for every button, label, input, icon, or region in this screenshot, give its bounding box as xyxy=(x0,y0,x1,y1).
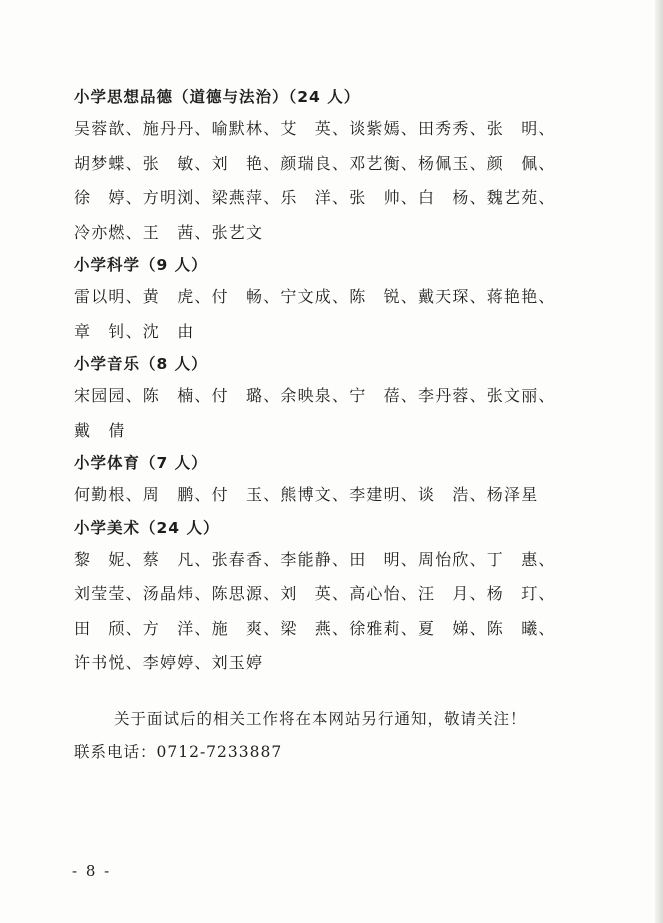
name-line: 刘莹莹、汤晶炜、陈思源、刘 英、高心怡、汪 月、杨 玎、 xyxy=(74,584,556,603)
name-list xyxy=(74,112,594,250)
name-line: 戴 倩 xyxy=(74,420,126,440)
name-line: 许书悦、李婷婷、刘玉婷 xyxy=(74,653,264,672)
notice-block xyxy=(74,703,594,769)
section-pe xyxy=(74,448,594,513)
name-line: 胡梦蝶、张 敏、刘 艳、颜瑞良、邓艺衡、杨佩玉、颜 佩、 xyxy=(74,153,556,173)
name-line: 章 钊、沈 由 xyxy=(74,321,195,341)
section-title: 小学科学（9 人） xyxy=(74,256,208,274)
contact-phone: 联系电话：0712-7233887 xyxy=(74,742,283,761)
section-title: 小学体育（7 人） xyxy=(74,454,208,472)
section-title: 小学思想品德（道德与法治）（24 人） xyxy=(74,88,361,106)
page-number: - 8 - xyxy=(72,862,112,880)
section-moral-education xyxy=(74,82,594,250)
name-line: 何勤根、周 鹏、付 玉、熊博文、李建明、谈 浩、杨泽星 xyxy=(74,485,539,504)
section-title: 小学音乐（8 人） xyxy=(74,355,208,373)
name-line: 雷以明、黄 虎、付 畅、宁文成、陈 锐、戴天琛、蒋艳艳、 xyxy=(74,287,556,306)
name-list xyxy=(74,543,594,681)
name-line: 田 颀、方 洋、施 爽、梁 燕、徐雅莉、夏 娣、陈 曦、 xyxy=(74,618,556,638)
section-science xyxy=(74,250,594,349)
section-title: 小学美术（24 人） xyxy=(74,518,220,537)
name-list xyxy=(74,478,594,513)
notice-text: 关于面试后的相关工作将在本网站另行通知，敬请关注！ xyxy=(114,709,527,728)
section-art xyxy=(74,513,594,681)
name-line: 宋园园、陈 楠、付 璐、余映泉、宁 蓓、李丹蓉、张文丽、 xyxy=(74,386,556,405)
name-line: 吴蓉歆、施丹丹、喻默林、艾 英、谈紫嫣、田秀秀、张 明、 xyxy=(74,119,556,138)
page-edge-shadow xyxy=(655,0,663,923)
name-line: 徐 婷、方明浏、梁燕萍、乐 洋、张 帅、白 杨、魏艺苑、 xyxy=(74,188,556,207)
section-music xyxy=(74,349,594,448)
document-body xyxy=(74,82,594,769)
name-list xyxy=(74,379,594,448)
name-line: 冷亦燃、王 茜、张艺文 xyxy=(74,222,264,242)
name-list xyxy=(74,280,594,349)
name-line: 黎 妮、蔡 凡、张春香、李能静、田 明、周怡欣、丁 惠、 xyxy=(74,549,556,569)
